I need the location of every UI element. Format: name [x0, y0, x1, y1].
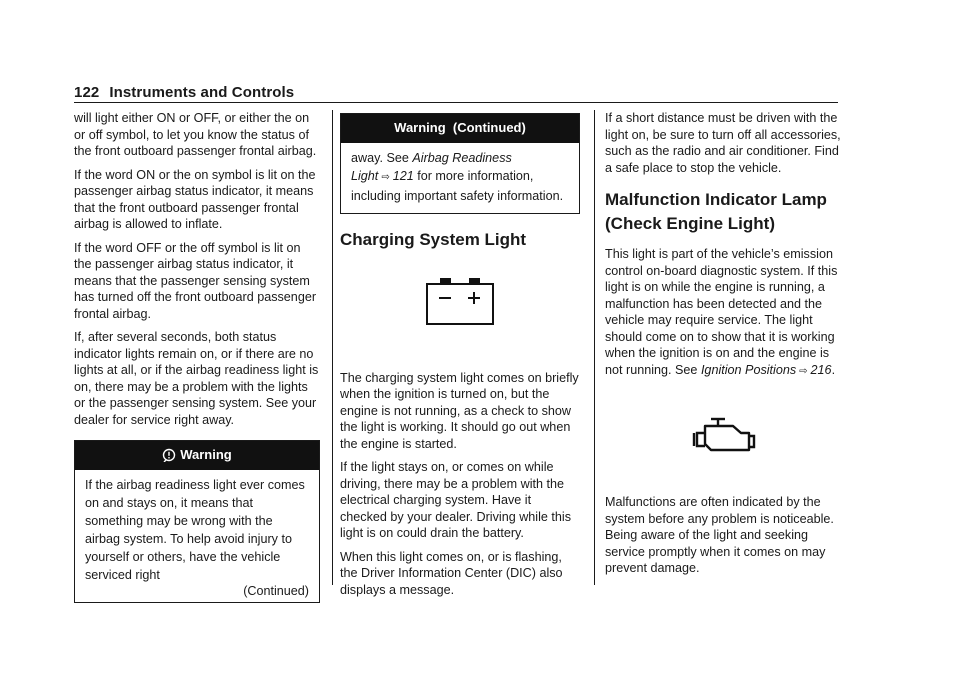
arrow-icon: ⇨	[381, 171, 390, 183]
paragraph: will light either ON or OFF, or either the on or off symbol, to let you know the status of the front outboard passenger frontal airbag.	[74, 111, 317, 158]
section-title	[605, 188, 845, 236]
header-rule	[74, 102, 838, 103]
warning-text: away. See	[351, 150, 413, 165]
battery-icon-wrap	[340, 278, 580, 326]
warning-body	[341, 143, 579, 213]
paragraph: If a short distance must be driven with the light on, be sure to turn off all accessories, such as the radio and air conditioner. Find a safe place to stop the vehicle.	[605, 111, 841, 175]
page-number: 122	[74, 84, 100, 101]
cross-reference-link[interactable]: Ignition Positions	[700, 362, 797, 377]
arrow-icon: ⇨	[799, 365, 808, 377]
paragraph-text: This light is part of the vehicle’s emission control on-board diagnostic system. If this light is on while the engine is running, a malfunction has been detected and the vehicle may require service. The light should come on to show that it is working when the ignition is on and the engine is not running. See	[605, 247, 838, 377]
warning-header	[341, 114, 579, 143]
battery-icon	[425, 278, 495, 326]
warning-body	[75, 470, 319, 602]
column-divider-left	[332, 110, 333, 585]
warning-header	[75, 441, 319, 470]
section-title-line: Malfunction Indicator Lamp	[605, 190, 827, 209]
section-title-line: (Check Engine Light)	[605, 214, 775, 233]
paragraph: The charging system light comes on briefly when the ignition is turned on, but the engine is not running, as a check to show the light is working. It should go out when the engine is started.	[340, 370, 579, 451]
paragraph: If the word ON or the on symbol is lit on the passenger airbag status indicator, it means that the front outboard passenger frontal airbag is allowed to inflate.	[74, 167, 316, 231]
column-3	[605, 110, 845, 584]
column-divider-right	[594, 110, 595, 585]
continued-label: (Continued)	[243, 583, 309, 598]
warning-text: If the airbag readiness light ever comes on and stays on, it means that something may be wrong with the airbag system. To help avoid injury to yourself or others, have the vehicle serviced right	[85, 477, 305, 582]
page-reference[interactable]: 121	[392, 168, 414, 183]
paragraph-text: .	[831, 362, 836, 377]
paragraph	[605, 246, 845, 380]
check-engine-icon-wrap	[605, 416, 845, 456]
cross-reference-link[interactable]: Airbag Readiness Light	[351, 150, 512, 183]
warning-text: for more information, including important safety information.	[351, 168, 564, 203]
paragraph: Malfunctions are often indicated by the system before any problem is noticeable. Being aware of the light and seeking service promptly when it comes on may prevent damage.	[605, 495, 834, 575]
column-2	[340, 113, 580, 605]
column-1	[74, 110, 320, 603]
paragraph: If the light stays on, or comes on while driving, there may be a problem with the electrical charging system. Have it checked by your dealer. Driving while this light is on could drain the battery.	[340, 460, 571, 540]
paragraph: If, after several seconds, both status indicator lights remain on, or if there are no lights at all, or if the airbag readiness light is on, there may be a problem with the lights or the passenger sensing system. See your dealer for service right away.	[74, 330, 319, 427]
warning-box-continued	[340, 113, 580, 214]
warning-icon	[162, 448, 176, 462]
paragraph: If the word OFF or the off symbol is lit on the passenger airbag status indicator, it means that the passenger sensing system has turned off the front outboard passenger frontal airbag.	[74, 240, 317, 321]
warning-title: Warning (Continued)	[394, 120, 526, 135]
paragraph: When this light comes on, or is flashing, the Driver Information Center (DIC) also displays a message.	[340, 549, 563, 597]
page-reference[interactable]: 216	[810, 362, 832, 377]
page-header	[74, 84, 294, 101]
section-title: Charging System Light	[340, 229, 527, 249]
check-engine-icon	[691, 416, 759, 456]
section-name: Instruments and Controls	[109, 84, 295, 101]
warning-box	[74, 440, 320, 603]
warning-title: Warning	[180, 447, 232, 462]
